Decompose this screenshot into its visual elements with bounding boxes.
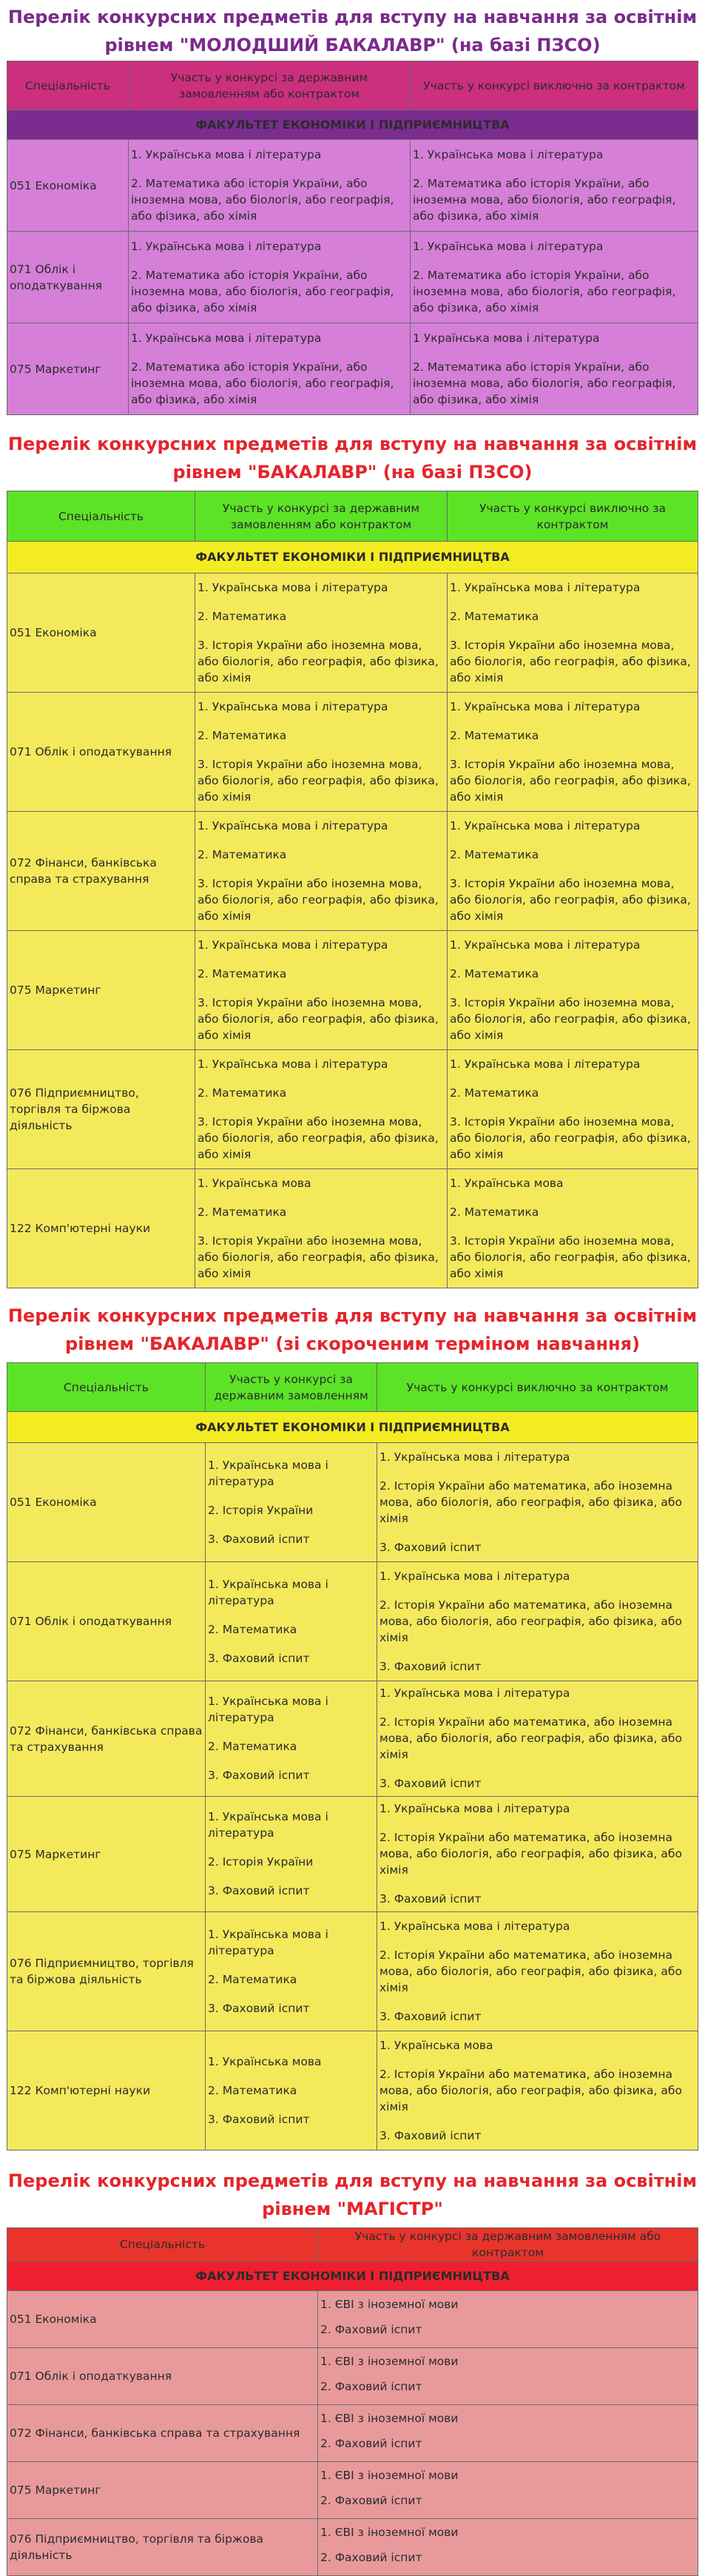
table-row (7, 574, 698, 693)
specialty-cell: 076 Підприємництво, торгівля та біржова діяльність (7, 2519, 318, 2576)
faculty-row: ФАКУЛЬТЕТ ЕКОНОМІКИ І ПІДПРИЄМНИЦТВА (7, 1412, 698, 1443)
section-title-bachelor-shortened: Перелік конкурсних предметів для вступу на навчання за освітнім рівнем "БАКАЛАВР" (зі скороченим терміном навчання) (7, 1305, 698, 1354)
table-row (7, 140, 698, 232)
specialty-cell: 076 Підприємництво, торгівля та біржова діяльність (7, 1050, 195, 1169)
specialty-cell: 051 Економіка (7, 1443, 206, 1562)
subjects-cell: 1. Українська мова 2. Математика 3. Історія України або іноземна мова, або біологія, або географія, або фізика, або хімія (195, 1169, 448, 1288)
table-row (7, 2291, 698, 2348)
specialty-cell: 075 Маркетинг (7, 323, 129, 415)
header-contract-only: Участь у конкурсі виключно за контрактом (377, 1363, 698, 1412)
subjects-cell: 1. Українська мова і література 2. Математика 3. Історія України або іноземна мова, або біологія, або географія, або фізика, або хімія (448, 1050, 698, 1169)
specialty-cell: 051 Економіка (7, 574, 195, 693)
subjects-cell: 1. Українська мова і література 2. Математика 3. Історія України або іноземна мова, або біологія, або географія, або фізика, або хімія (448, 931, 698, 1050)
specialty-cell: 122 Комп'ютерні науки (7, 2031, 206, 2150)
table-row (7, 2519, 698, 2576)
header-state-or-contract: Участь у конкурсі за державним замовленням або контрактом (318, 2228, 698, 2261)
subjects-cell: 1. ЄВІ з іноземної мови 2. Фаховий іспит (318, 2519, 698, 2576)
table-row (7, 1169, 698, 1288)
table-row (7, 931, 698, 1050)
specialty-cell: 076 Підприємництво, торгівля та біржова діяльність (7, 1912, 206, 2031)
subjects-cell: 1. Українська мова і література 2. Історія України 3. Фаховий іспит (206, 1443, 377, 1562)
subjects-cell: 1. Українська мова і література 2. Математика 3. Історія України або іноземна мова, або біологія, або географія, або фізика, або хімія (448, 574, 698, 693)
header-specialty: Спеціальність (7, 491, 195, 542)
subjects-cell: 1. Українська мова і література 2. Історія України або математика, або іноземна мова, або біологія, або географія, або фізика, або хімія 3. Фаховий іспит (377, 1681, 698, 1797)
table-row (7, 232, 698, 323)
header-state: Участь у конкурсі за державним замовленням (206, 1363, 377, 1412)
table-row (7, 1050, 698, 1169)
subjects-cell: 1. ЄВІ з іноземної мови 2. Фаховий іспит (318, 2462, 698, 2519)
faculty-row: ФАКУЛЬТЕТ ЕКОНОМІКИ І ПІДПРИЄМНИЦТВА (7, 110, 698, 140)
specialty-cell: 051 Економіка (7, 2291, 318, 2348)
subjects-cell: 1. Українська мова і література 2. Історія України 3. Фаховий іспит (206, 1797, 377, 1912)
subjects-cell: 1. Українська мова і література 2. Історія України або математика, або іноземна мова, або біологія, або географія, або фізика, або хімія 3. Фаховий іспит (377, 1443, 698, 1562)
subjects-cell: 1. Українська мова і література 2. Математика 3. Історія України або іноземна мова, або біологія, або географія, або фізика, або хімія (195, 693, 448, 812)
faculty-row: ФАКУЛЬТЕТ ЕКОНОМІКИ І ПІДПРИЄМНИЦТВА (7, 542, 698, 574)
subjects-cell: 1. Українська мова і література 2. Математика або історія України, або іноземна мова, або біологія, або географія, або фізика, або хімія (129, 323, 411, 415)
subjects-cell: 1. Українська мова і література 2. Математика 3. Історія України або іноземна мова, або біологія, або географія, або фізика, або хімія (195, 1050, 448, 1169)
subjects-cell: 1. Українська мова і література 2. Математика 3. Фаховий іспит (206, 1681, 377, 1797)
subjects-cell: 1. Українська мова і література 2. Математика або історія України, або іноземна мова, або біологія, або географія, або фізика, або хімія (129, 232, 411, 323)
header-specialty: Спеціальність (7, 1363, 206, 1412)
header-specialty: Спеціальність (7, 61, 129, 110)
subjects-cell: 1. Українська мова 2. Історія України або математика, або іноземна мова, або біологія, або географія, або фізика, або хімія 3. Фаховий іспит (377, 2031, 698, 2150)
subjects-cell: 1. Українська мова і література 2. Математика 3. Історія України або іноземна мова, або біологія, або географія, або фізика, або хімія (195, 574, 448, 693)
table-row (7, 693, 698, 812)
subjects-cell: 1. Українська мова і література 2. Історія України або математика, або іноземна мова, або біологія, або географія, або фізика, або хімія 3. Фаховий іспит (377, 1797, 698, 1912)
specialty-cell: 071 Облік і оподаткування (7, 1562, 206, 1681)
header-state-or-contract: Участь у конкурсі за державним замовленням або контрактом (129, 61, 411, 110)
table-row (7, 2348, 698, 2405)
header-contract-only: Участь у конкурсі виключно за контрактом (448, 491, 698, 542)
subjects-cell: 1. Українська мова і література 2. Математика 3. Історія України або іноземна мова, або біологія, або географія, або фізика, або хімія (448, 812, 698, 931)
subjects-cell: 1. Українська мова і література 2. Математика або історія України, або іноземна мова, або біологія, або географія, або фізика, або хімія (129, 140, 411, 232)
subjects-cell: 1. Українська мова і література 2. Математика 3. Історія України або іноземна мова, або біологія, або географія, або фізика, або хімія (195, 931, 448, 1050)
subjects-table-junior-bachelor (7, 61, 698, 415)
table-row (7, 323, 698, 415)
specialty-cell: 071 Облік і оподаткування (7, 232, 129, 323)
specialty-cell: 072 Фінанси, банківська справа та страхування (7, 1681, 206, 1797)
specialty-cell: 072 Фінанси, банківська справа та страхування (7, 2405, 318, 2462)
subjects-cell: 1. Українська мова і література 2. Математика 3. Історія України або іноземна мова, або біологія, або географія, або фізика, або хімія (195, 812, 448, 931)
section-title-bachelor: Перелік конкурсних предметів для вступу на навчання за освітнім рівнем "БАКАЛАВР" (на базі ПЗСО) (7, 434, 698, 482)
subjects-cell: 1. ЄВІ з іноземної мови 2. Фаховий іспит (318, 2405, 698, 2462)
table-row (7, 1681, 698, 1797)
header-state-or-contract: Участь у конкурсі за державним замовленням або контрактом (195, 491, 448, 542)
section-title-master: Перелік конкурсних предметів для вступу на навчання за освітнім рівнем "МАГІСТР" (7, 2170, 698, 2219)
table-row (7, 2031, 698, 2150)
subjects-cell: 1. Українська мова і література 2. Математика або історія України, або іноземна мова, або біологія, або географія, або фізика, або хімія (411, 140, 698, 232)
subjects-cell: 1. Українська мова і література 2. Математика або історія України, або іноземна мова, або біологія, або географія, або фізика, або хімія (411, 232, 698, 323)
subjects-cell: 1. Українська мова 2. Математика 3. Фаховий іспит (206, 2031, 377, 2150)
subjects-cell: 1. Українська мова і література 2. Історія України або математика, або іноземна мова, або біологія, або географія, або фізика, або хімія 3. Фаховий іспит (377, 1562, 698, 1681)
subjects-table-bachelor-shortened (7, 1362, 698, 2150)
subjects-cell: 1. Українська мова і література 2. Математика 3. Фаховий іспит (206, 1912, 377, 2031)
subjects-cell: 1. Українська мова і література 2. Історія України або математика, або іноземна мова, або біологія, або географія, або фізика, або хімія 3. Фаховий іспит (377, 1912, 698, 2031)
specialty-cell: 071 Облік і оподаткування (7, 2348, 318, 2405)
specialty-cell: 075 Маркетинг (7, 2462, 318, 2519)
subjects-cell: 1. Українська мова і література 2. Математика 3. Історія України або іноземна мова, або біологія, або географія, або фізика, або хімія (448, 693, 698, 812)
subjects-table-bachelor (7, 491, 698, 1288)
subjects-cell: 1. Українська мова 2. Математика 3. Історія України або іноземна мова, або біологія, або географія, або фізика, або хімія (448, 1169, 698, 1288)
subjects-cell: 1. ЄВІ з іноземної мови 2. Фаховий іспит (318, 2348, 698, 2405)
specialty-cell: 071 Облік і оподаткування (7, 693, 195, 812)
specialty-cell: 051 Економіка (7, 140, 129, 232)
specialty-cell: 075 Маркетинг (7, 1797, 206, 1912)
table-row (7, 1797, 698, 1912)
faculty-row: ФАКУЛЬТЕТ ЕКОНОМІКИ І ПІДПРИЄМНИЦТВА (7, 2261, 698, 2291)
header-specialty: Спеціальність (7, 2228, 318, 2261)
subjects-table-master (7, 2227, 698, 2576)
subjects-cell: 1 Українська мова і література 2. Математика або історія України, або іноземна мова, або біологія, або географія, або фізика, або хімія (411, 323, 698, 415)
subjects-cell: 1. ЄВІ з іноземної мови 2. Фаховий іспит (318, 2291, 698, 2348)
specialty-cell: 075 Маркетинг (7, 931, 195, 1050)
table-row (7, 1443, 698, 1562)
table-row (7, 1562, 698, 1681)
table-row (7, 2405, 698, 2462)
table-row (7, 2462, 698, 2519)
specialty-cell: 122 Комп'ютерні науки (7, 1169, 195, 1288)
table-row (7, 1912, 698, 2031)
specialty-cell: 072 Фінанси, банківська справа та страхування (7, 812, 195, 931)
subjects-cell: 1. Українська мова і література 2. Математика 3. Фаховий іспит (206, 1562, 377, 1681)
header-contract-only: Участь у конкурсі виключно за контрактом (411, 61, 698, 110)
table-row (7, 812, 698, 931)
section-title-junior-bachelor: Перелік конкурсних предметів для вступу на навчання за освітнім рівнем "МОЛОДШИЙ БАКАЛАВР" (на базі ПЗСО) (7, 7, 698, 56)
